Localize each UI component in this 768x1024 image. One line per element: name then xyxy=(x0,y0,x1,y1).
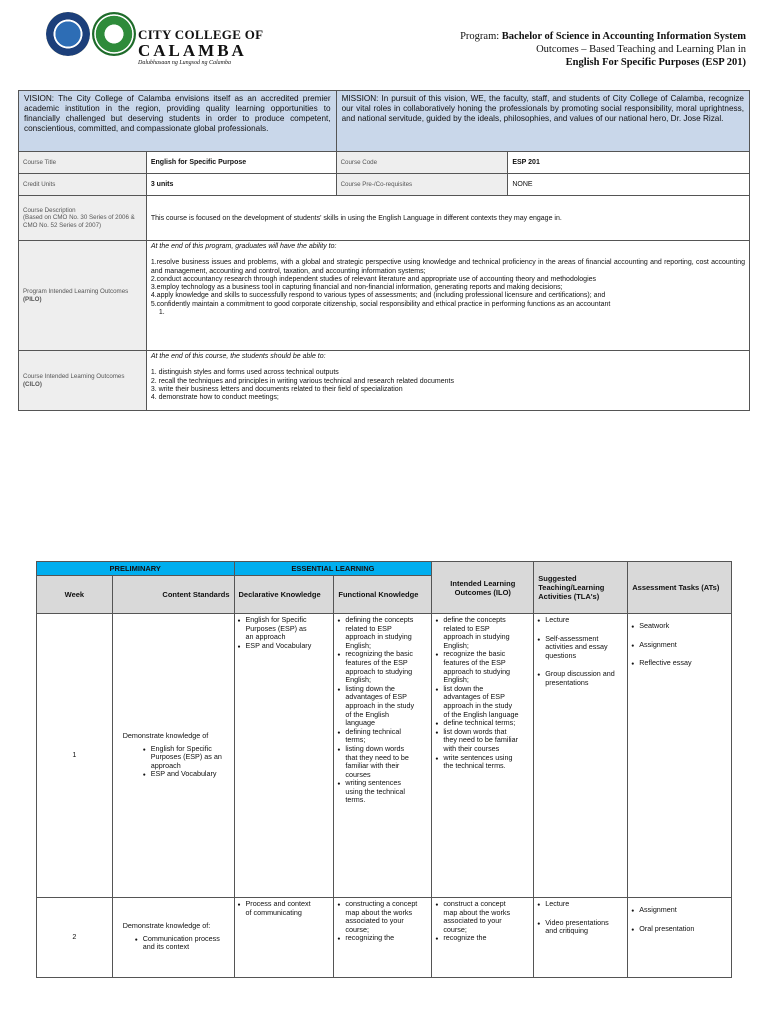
list-item: ● Reflective essay xyxy=(631,659,728,668)
credit-units-label: Credit Units xyxy=(19,174,147,196)
content-standards xyxy=(112,898,234,978)
teaching-plan-table xyxy=(36,561,732,978)
list-item: ● Group discussion and presentations xyxy=(537,670,621,687)
pilo-item: 1. xyxy=(158,309,165,317)
list-item: ● ESP and Vocabulary xyxy=(238,642,314,651)
description-value: This course is focused on the development of students' skills in using the English Language in different contexts they may engage in. xyxy=(146,196,749,241)
week-number: 1 xyxy=(37,614,113,898)
list-item: ● defining the concepts related to ESP approach in studying English; xyxy=(337,616,417,650)
list-item: ● write sentences using the technical terms. xyxy=(435,754,519,771)
list-item: ● Communication process and its context xyxy=(135,935,231,952)
course-title-value: English for Specific Purpose xyxy=(146,152,336,174)
at-header: Assessment Tasks (ATs) xyxy=(628,562,732,614)
declarative-header: Declarative Knowledge xyxy=(234,576,334,614)
list-item: ● listing down the advantages of ESP approach in the study of the English language xyxy=(337,685,417,728)
prereq-value: NONE xyxy=(508,174,750,196)
list-item: ● ESP and Vocabulary xyxy=(143,770,231,779)
list-item: ● list down words that they need to be familiar with their courses xyxy=(435,728,519,754)
cilo-abbr: (CILO) xyxy=(23,380,42,388)
pilo-abbr: (PILO) xyxy=(23,295,42,303)
college-logos xyxy=(46,12,136,62)
declarative-knowledge xyxy=(234,898,334,978)
pilo-item: 5.confidently maintain a commitment to good corporate citizenship, social responsibility and ethical practice in performing functions as an accountant xyxy=(150,300,611,308)
list-item: ● construct a concept map about the works associated to your course; xyxy=(435,900,519,934)
program-label: Program: xyxy=(460,31,502,42)
functional-header: Functional Knowledge xyxy=(334,576,432,614)
course-code-value: ESP 201 xyxy=(508,152,750,174)
list-item: ● recognizing the basic features of the ESP approach to studying English; xyxy=(337,650,417,684)
course-title-header: English For Specific Purposes (ESP 201) xyxy=(565,57,746,68)
table-row xyxy=(37,898,732,978)
list-item: ● recognizing the xyxy=(337,934,417,943)
course-code-label: Course Code xyxy=(336,152,508,174)
cilo-item: 2. recall the techniques and principles in writing various technical and research related documents xyxy=(150,377,454,385)
city-seal-icon xyxy=(92,12,136,56)
description-note: (Based on CMO No. 30 Series of 2006 & CMO No. 52 Series of 2007) xyxy=(23,214,135,229)
course-title-label: Course Title xyxy=(19,152,147,174)
assessment-tasks xyxy=(628,898,732,978)
vision-statement: VISION: The City College of Calamba envisions itself as an accredited premier academic institution in the region, providing quality learning opportunities to financially challenged but deserving students in order to produce competent, conscientious, committed, and compassionate global professionals. xyxy=(19,91,337,152)
program-line xyxy=(460,30,746,43)
table-row xyxy=(37,614,732,898)
list-item: ● define the concepts related to ESP approach in studying English; xyxy=(435,616,519,650)
essential-learning-header: ESSENTIAL LEARNING xyxy=(234,562,432,576)
list-item: ● English for Specific Purposes (ESP) as an approach xyxy=(143,745,231,771)
list-item: ● writing sentences using the technical terms. xyxy=(337,779,417,805)
teaching-activities xyxy=(534,614,628,898)
mission-statement: MISSION: In pursuit of this vision, WE, the faculty, staff, and students of City College of Calamba, recognize our vital roles in collaboratively honing the professionals by promoting social responsibility, moral uprightness, and national servitude, guided by the ideals, philosophies, and values of our national hero, Dr. Jose Rizal. xyxy=(336,91,749,152)
description-label-cell xyxy=(19,196,147,241)
cilo-item: 3. write their business letters and documents related to their field of specialization xyxy=(150,385,403,393)
content-standards xyxy=(112,614,234,898)
functional-knowledge xyxy=(334,898,432,978)
list-item: ● define technical terms; xyxy=(435,719,519,728)
list-item: ● Self-assessment activities and essay questions xyxy=(537,635,621,661)
cilo-content xyxy=(146,351,749,411)
pilo-content xyxy=(146,241,749,351)
list-item: ● list down the advantages of ESP approach in the study of the English language xyxy=(435,685,519,719)
cilo-item: 4. demonstrate how to conduct meetings; xyxy=(150,394,279,402)
pilo-item: 2.conduct accountancy research through independent studies of relevant literature and appropriate use of accounting theory and methodologies xyxy=(150,275,597,283)
list-item: ● recognize the xyxy=(435,934,519,943)
functional-knowledge xyxy=(334,614,432,898)
program-name: Bachelor of Science in Accounting Information System xyxy=(501,31,746,42)
week-number: 2 xyxy=(37,898,113,978)
pilo-label: Program Intended Learning Outcomes xyxy=(23,288,129,295)
content-standards-header: Content Standards xyxy=(112,576,234,614)
list-item: ● listing down words that they need to be familiar with their courses xyxy=(337,745,417,779)
intended-learning-outcomes xyxy=(432,898,534,978)
content-intro: Demonstrate knowledge of: xyxy=(122,921,211,930)
plan-title: Outcomes – Based Teaching and Learning Plan in xyxy=(536,44,746,55)
list-item: ● Seatwork xyxy=(631,622,728,631)
college-motto: Dalubhasaan ng Lungsod ng Calamba xyxy=(138,60,232,66)
content-list xyxy=(123,935,231,952)
list-item: ● Assignment xyxy=(631,906,728,915)
content-intro: Demonstrate knowledge of xyxy=(122,731,209,741)
cilo-label: Course Intended Learning Outcomes xyxy=(23,373,125,380)
tla-header: Suggested Teaching/Learning Activities (TLA's) xyxy=(534,562,628,614)
assessment-tasks xyxy=(628,614,732,898)
declarative-knowledge xyxy=(234,614,334,898)
description-label: Course Description xyxy=(23,206,76,214)
preliminary-header: PRELIMINARY xyxy=(37,562,235,576)
college-name-line2: CALAMBA xyxy=(138,41,247,60)
list-item: ● Process and context of communicating xyxy=(238,900,314,917)
content-list xyxy=(123,745,231,779)
cilo-intro: At the end of this course, the students should be able to: xyxy=(150,353,326,360)
cilo-label-cell xyxy=(19,351,147,411)
cilo-item: 1. distinguish styles and forms used across technical outputs xyxy=(150,369,339,377)
list-item: ● defining technical terms; xyxy=(337,728,417,745)
list-item: ● constructing a concept map about the works associated to your course; xyxy=(337,900,417,934)
list-item: ● Video presentations and critiquing xyxy=(537,919,621,936)
college-name-line1: CITY COLLEGE OF xyxy=(138,27,264,42)
intended-learning-outcomes xyxy=(432,614,534,898)
college-name xyxy=(138,28,263,66)
pilo-item: 3.employ technology as a business tool in capturing financial and non-financial information, generating reports and making decisions; xyxy=(150,284,563,292)
course-info-table xyxy=(18,90,750,411)
pilo-item: 4.apply knowledge and skills to successfully respond to various types of assessments; and (including professional licensure and certifications); and xyxy=(150,292,606,300)
list-item: ● English for Specific Purposes (ESP) as an approach xyxy=(238,616,314,642)
pilo-intro: At the end of this program, graduates will have the ability to: xyxy=(150,243,337,250)
list-item: ● Assignment xyxy=(631,641,728,650)
list-item: ● Lecture xyxy=(537,900,621,909)
list-item: ● recognize the basic features of the ESP approach to studying English; xyxy=(435,650,519,684)
pilo-label-cell xyxy=(19,241,147,351)
list-item: ● Lecture xyxy=(537,616,621,625)
teaching-activities xyxy=(534,898,628,978)
ilo-header: Intended Learning Outcomes (ILO) xyxy=(432,562,534,614)
prereq-label: Course Pre-/Co-requisites xyxy=(336,174,508,196)
pilo-item: 1.resolve business issues and problems, with a global and strategic perspective using knowledge and technical proficiency in the areas of financial accounting and reporting, cost accounting and management, accounting and control, taxation, and accounting information systems; xyxy=(150,259,745,275)
list-item: ● Oral presentation xyxy=(631,925,728,934)
credit-units-value: 3 units xyxy=(146,174,336,196)
week-header: Week xyxy=(37,576,113,614)
program-block xyxy=(460,30,746,69)
college-seal-icon xyxy=(46,12,90,56)
